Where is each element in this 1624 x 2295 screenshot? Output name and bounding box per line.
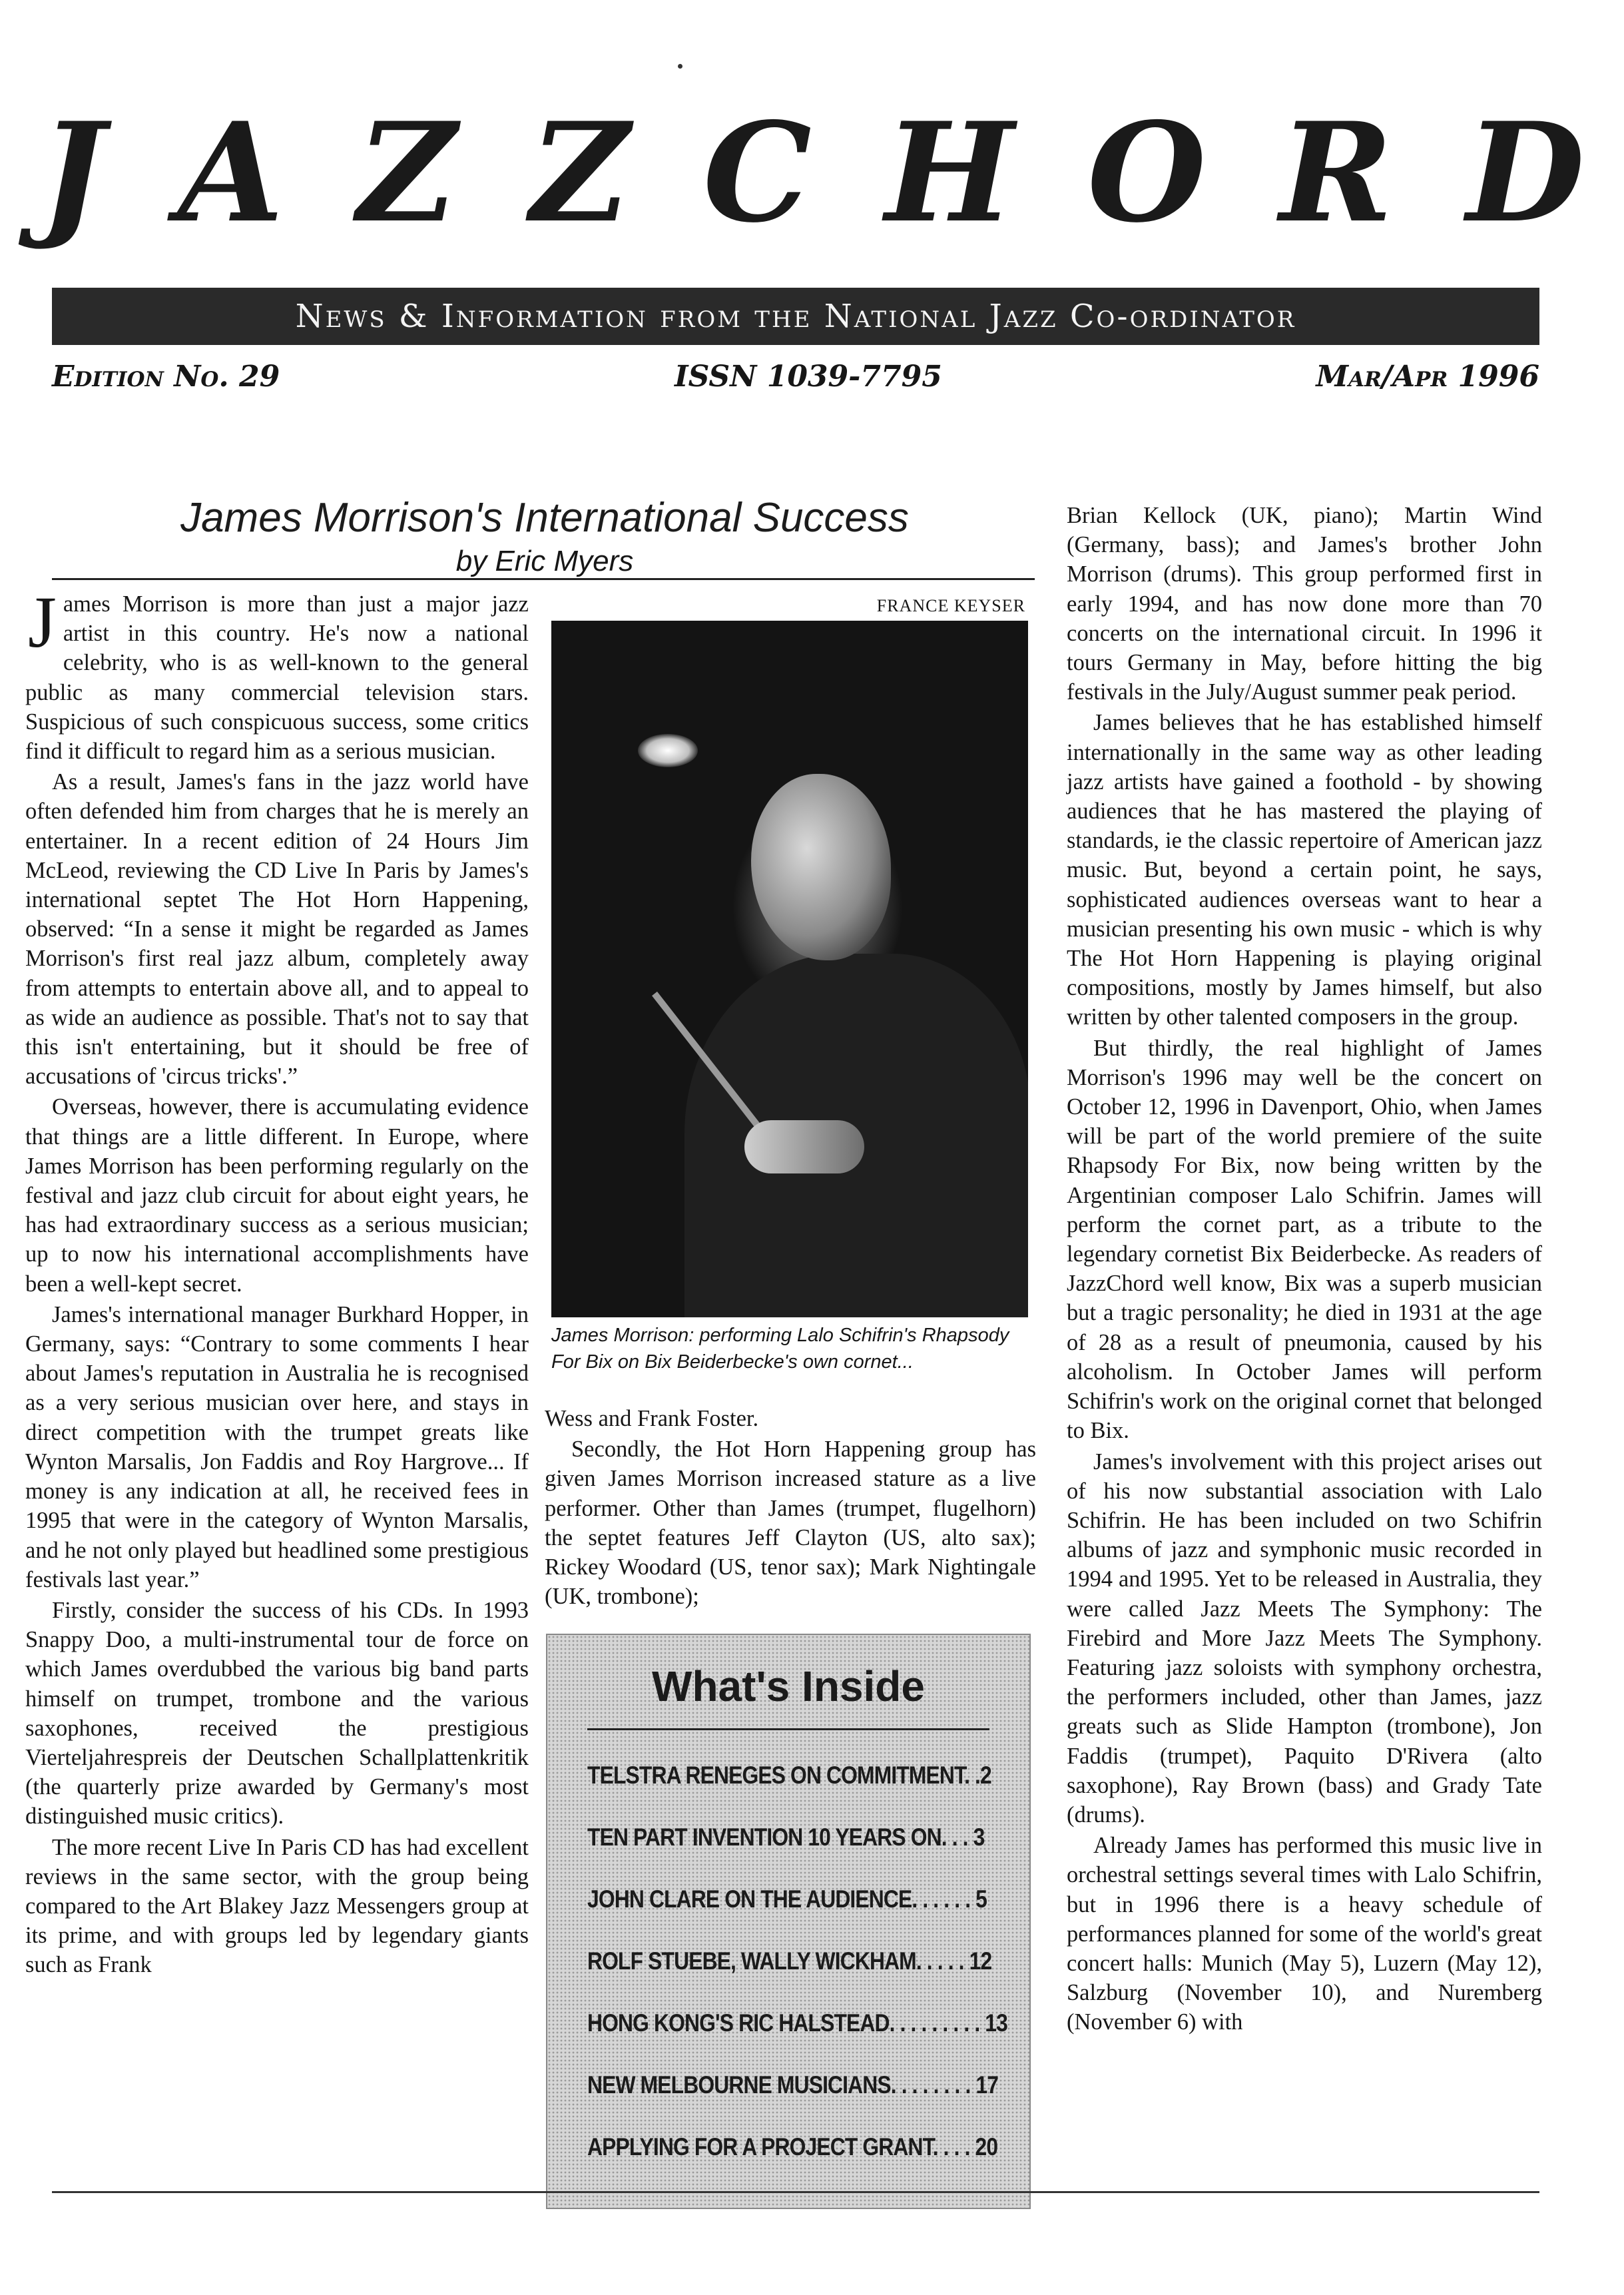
paragraph: James believes that he has established himself internationally in the same way as other leading jazz artists have gained a foothold - by showing audiences that he has mastered the playing of standards, ie the classic repertoire of American jazz music. But, beyond a certain point, he says, sophisticated audiences overseas want to hear a musician presenting his own music - which is why The Hot Horn Happening is playing original compositions, mostly by James himself, but also written by other talented composers in the group.: [1067, 710, 1542, 1030]
article-column-3: [1067, 501, 1542, 2152]
whats-inside-divider: [587, 1728, 989, 1730]
masthead-title: [40, 93, 1585, 253]
contents-item[interactable]: ROLF STUEBE, WALLY WICKHAM. . . . . 12: [587, 1947, 992, 1975]
masthead-letter: J: [40, 93, 105, 253]
whats-inside-title: What's Inside: [652, 1662, 925, 1710]
paragraph: James's involvement with this project arises out of his now substantial association with Lalo Schifrin. He has been included on two Schifrin albums of jazz and symphonic music recorded in 1994 and 1995. Yet to be released in Australia, they were called Jazz Meets The Symphony: The Firebird and More Jazz Meets The Symphony. Featuring jazz soloists with symphony orchestra, the performers included, other than James, jazz greats such as Slide Hampton (trombone), Jon Faddis (trumpet), Paquito D'Rivera (alto saxophone), Ray Brown (bass) and Grady Tate (drums).: [1067, 1449, 1542, 1827]
article-headline: James Morrison's International Success: [180, 495, 909, 541]
whats-inside-box: [546, 1634, 1031, 2209]
paragraph: As a result, James's fans in the jazz world have often defended him from charges that he is merely an entertainer. In a recent edition of 24 Hours Jim McLeod, reviewing the CD Live In Paris by James's international septet The Hot Horn Happening, observed: “In a sense it might be regarded as James Morrison's first real jazz album, completely away from attempts to entertain above all, and to appeal to as wide an audience as possible. That's not to say that this isn't entertaining, but it should be free of accusations of 'circus tricks'.”: [25, 769, 529, 1090]
paragraph: But thirdly, the real highlight of James Morrison's 1996 may well be the concert on October 12, 1996 in Davenport, Ohio, when James will be part of the world premiere of the suite Rhapsody For Bix, now being written by the Argentinian composer Lalo Schifrin. James will perform the cornet part, as a tribute to the legendary cornetist Bix Beiderbecke. As readers of JazzChord well know, Bix was a superb musician but a tragic personality; he died in 1931 at the age of 28 as a result of pneumonia, caused by his alcoholism. In October James will perform Schifrin's work on the original cornet that belonged to Bix.: [1067, 1035, 1542, 1444]
masthead-letter: C: [702, 93, 812, 253]
article-byline: by Eric Myers: [455, 545, 634, 577]
cornet: [744, 1120, 864, 1173]
contents-item[interactable]: TELSTRA RENEGES ON COMMITMENT. .2: [587, 1762, 991, 1789]
contents-item[interactable]: HONG KONG'S RIC HALSTEAD. . . . . . . . . 13: [587, 2009, 1007, 2037]
masthead-letter: O: [1087, 93, 1207, 253]
masthead-banner: News & Information from the National Jazz Co-ordinator: [52, 288, 1539, 345]
byline-divider: [52, 578, 1035, 580]
photo-credit: FRANCE KEYSER: [876, 596, 1025, 615]
masthead-letter: R: [1279, 93, 1394, 253]
top-dot: [678, 64, 682, 69]
article-column-1: [25, 581, 529, 2134]
article-column-2: [545, 1404, 1036, 1617]
masthead-letter: Z: [530, 93, 630, 253]
paragraph: Wess and Frank Foster.: [545, 1406, 759, 1431]
masthead-letter: Z: [357, 93, 457, 253]
photo-caption: James Morrison: performing Lalo Schifrin's Rhapsody For Bix on Bix Beiderbecke's own cornet...: [551, 1325, 1009, 1373]
paragraph: James's international manager Burkhard Hopper, in Germany, says: “Contrary to some comments I hear about James's reputation in Australia he is recognised as a very serious musician over here, and stays in direct competition with the trumpet greats like Wynton Marsalis, Jon Faddis and Roy Hargrove... If money is any indication at all, he received fees in 1995 that were in the category of Wynton Marsalis, and he not only played but headlined some prestigious festivals last year.”: [25, 1301, 529, 1592]
paragraph: ames Morrison is more than just a major jazz artist in this country. He's now a national celebrity, who is as well-known to the general public as many commercial television stars. Suspicious of such conspicuous success, some critics find it difficult to regard him as a serious musician.: [25, 591, 529, 765]
paragraph: Firstly, consider the success of his CDs. In 1993 Snappy Doo, a multi-instrumental tour de force on which James overdubbed the various big band parts himself on trumpet, trombone and the various saxophones, received the prestigious Vierteljahrespreis der Deutschen Schallplattenkritik (the quarterly prize awarded by Germany's most distinguished music critics).: [25, 1597, 529, 1829]
paragraph: Overseas, however, there is accumulating evidence that things are a little different. In Europe, where James Morrison has been performing regularly on the festival and jazz club circuit for about eight years, he has had extraordinary success as a serious musician; up to now his international accomplishments have been a well-kept secret.: [25, 1094, 529, 1297]
performer-head: [751, 774, 891, 960]
paragraph: Brian Kellock (UK, piano); Martin Wind (Germany, bass); and James's brother John Morrison (drums). This group performed first in early 1994, and has now done more than 70 concerts on the international circuit. In 1996 it tours Germany in May, before hitting the big festivals in the July/August summer peak period.: [1067, 503, 1542, 705]
performer-photo: [551, 621, 1028, 1317]
edition-row: [52, 360, 1539, 406]
masthead-letter: D: [1466, 93, 1585, 253]
stage-light: [638, 734, 698, 767]
edition-number: Edition No. 29: [52, 360, 280, 394]
issn: ISSN 1039-7795: [675, 360, 942, 394]
bottom-divider: [52, 2191, 1539, 2193]
masthead-letter: A: [178, 93, 284, 253]
contents-item[interactable]: APPLYING FOR A PROJECT GRANT. . . . 20: [587, 2133, 998, 2160]
masthead-letter: H: [885, 93, 1014, 253]
paragraph: The more recent Live In Paris CD has had excellent reviews in the same sector, with the group being compared to the Art Blakey Jazz Messengers group at its prime, and with groups led by legendary giants such as Frank: [25, 1834, 529, 1978]
contents-item[interactable]: JOHN CLARE ON THE AUDIENCE. . . . . . 5: [587, 1885, 987, 1913]
paragraph: Secondly, the Hot Horn Happening group has given James Morrison increased stature as a live performer. Other than James (trumpet, flugelhorn) the septet features Jeff Clayton (US, alto sax); Rickey Woodard (US, tenor sax); Mark Nightingale (UK, trombone);: [545, 1437, 1036, 1610]
contents-item[interactable]: TEN PART INVENTION 10 YEARS ON. . . 3: [587, 1823, 985, 1851]
contents-item[interactable]: NEW MELBOURNE MUSICIANS. . . . . . . . 17: [587, 2071, 999, 2099]
issue-date: Mar/Apr 1996: [1316, 360, 1539, 394]
paragraph: Already James has performed this music live in orchestral settings several times with Lalo Schifrin, but in 1996 there is a heavy schedule of performances planned for some of the world's great concert halls: Munich (May 5), Luzern (May 12), Salzburg (November 10), and Nuremberg (November 6) with: [1067, 1833, 1542, 2035]
drop-cap: J: [28, 581, 57, 663]
